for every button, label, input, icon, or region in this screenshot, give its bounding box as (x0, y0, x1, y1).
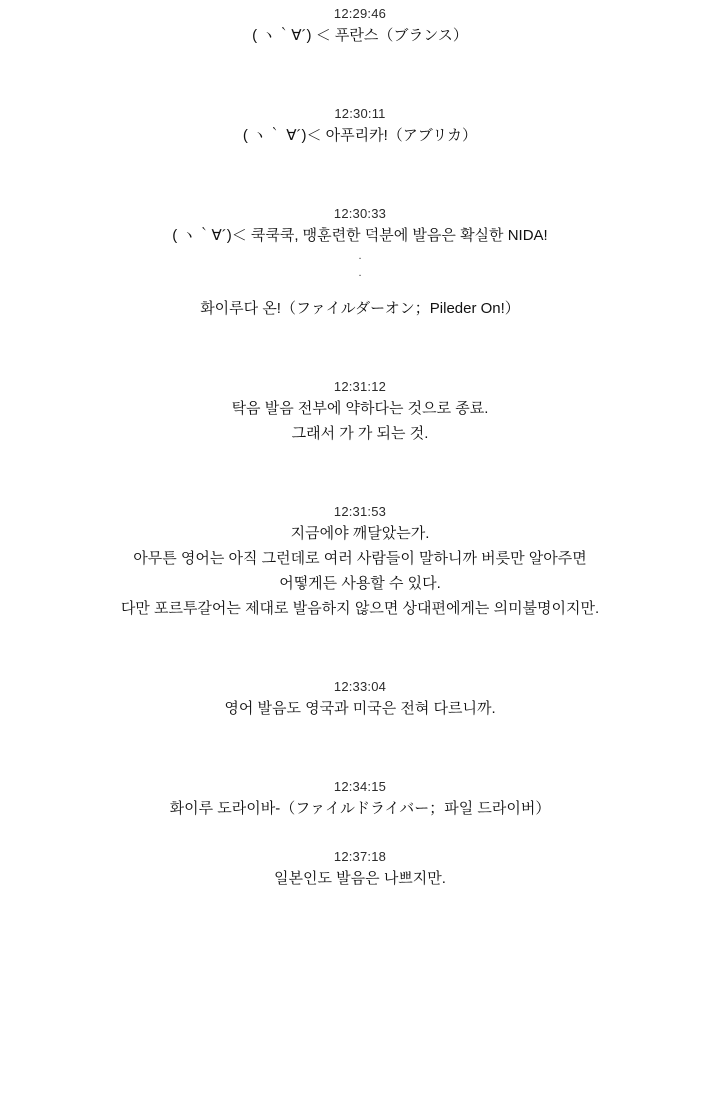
post-gap (10, 321, 710, 377)
post-line: 어떻게든 사용할 수 있다. (279, 575, 441, 592)
post-line: 일본인도 발음은 나쁘지만. (274, 870, 446, 887)
post-timestamp: 12:37:18 (333, 849, 387, 864)
post-timestamp: 12:29:46 (333, 6, 387, 21)
post-item (10, 677, 710, 721)
post-item (10, 777, 710, 821)
post-line: 화이루 도라이바-（ファイルドライバー；파일 드라이버） (169, 800, 551, 817)
post-line: . (358, 250, 362, 262)
post-line: 화이루다 온!（ファイルダーオン；Pileder On!） (200, 300, 520, 317)
post-item (10, 104, 710, 148)
post-line: ( ヽ｀∀´) ＜ 푸란스（ブランス） (252, 27, 468, 44)
post-item (10, 502, 710, 621)
post-gap (10, 721, 710, 777)
post-gap (10, 48, 710, 104)
post-timestamp: 12:30:11 (334, 106, 386, 121)
post-gap (10, 446, 710, 502)
post-timestamp: 12:34:15 (333, 779, 387, 794)
post-item (10, 377, 710, 446)
post-timestamp: 12:30:33 (333, 206, 387, 221)
post-line: 탁음 발음 전부에 약하다는 것으로 종료. (231, 400, 489, 417)
post-line: 그래서 가 가 되는 것. (291, 425, 429, 442)
post-line: 영어 발음도 영국과 미국은 전혀 다르니까. (224, 700, 496, 717)
post-timestamp: 12:31:12 (333, 379, 387, 394)
post-timestamp: 12:31:53 (333, 504, 387, 519)
post-gap (10, 148, 710, 204)
post-timestamp: 12:33:04 (333, 679, 387, 694)
post-line: 지금에야 깨달았는가. (290, 525, 430, 542)
post-line: ( ヽ｀ ∀´)＜ 아푸리카!（アブリカ） (242, 127, 478, 144)
post-item (10, 4, 710, 48)
post-line: 다만 포르투갈어는 제대로 발음하지 않으면 상대편에게는 의미불명이지만. (120, 600, 600, 617)
post-line: . (358, 267, 362, 279)
inline-gap (10, 282, 710, 296)
post-item (10, 204, 710, 321)
post-line: ( ヽ｀∀´)＜ 쿡쿡쿡, 맹훈련한 덕분에 발음은 확실한 NIDA! (172, 227, 548, 244)
post-gap (10, 621, 710, 677)
post-gap (10, 821, 710, 847)
post-line: 아무튼 영어는 아직 그런데로 여러 사람들이 말하니까 버릇만 알아주면 (133, 550, 587, 567)
post-item (10, 847, 710, 891)
